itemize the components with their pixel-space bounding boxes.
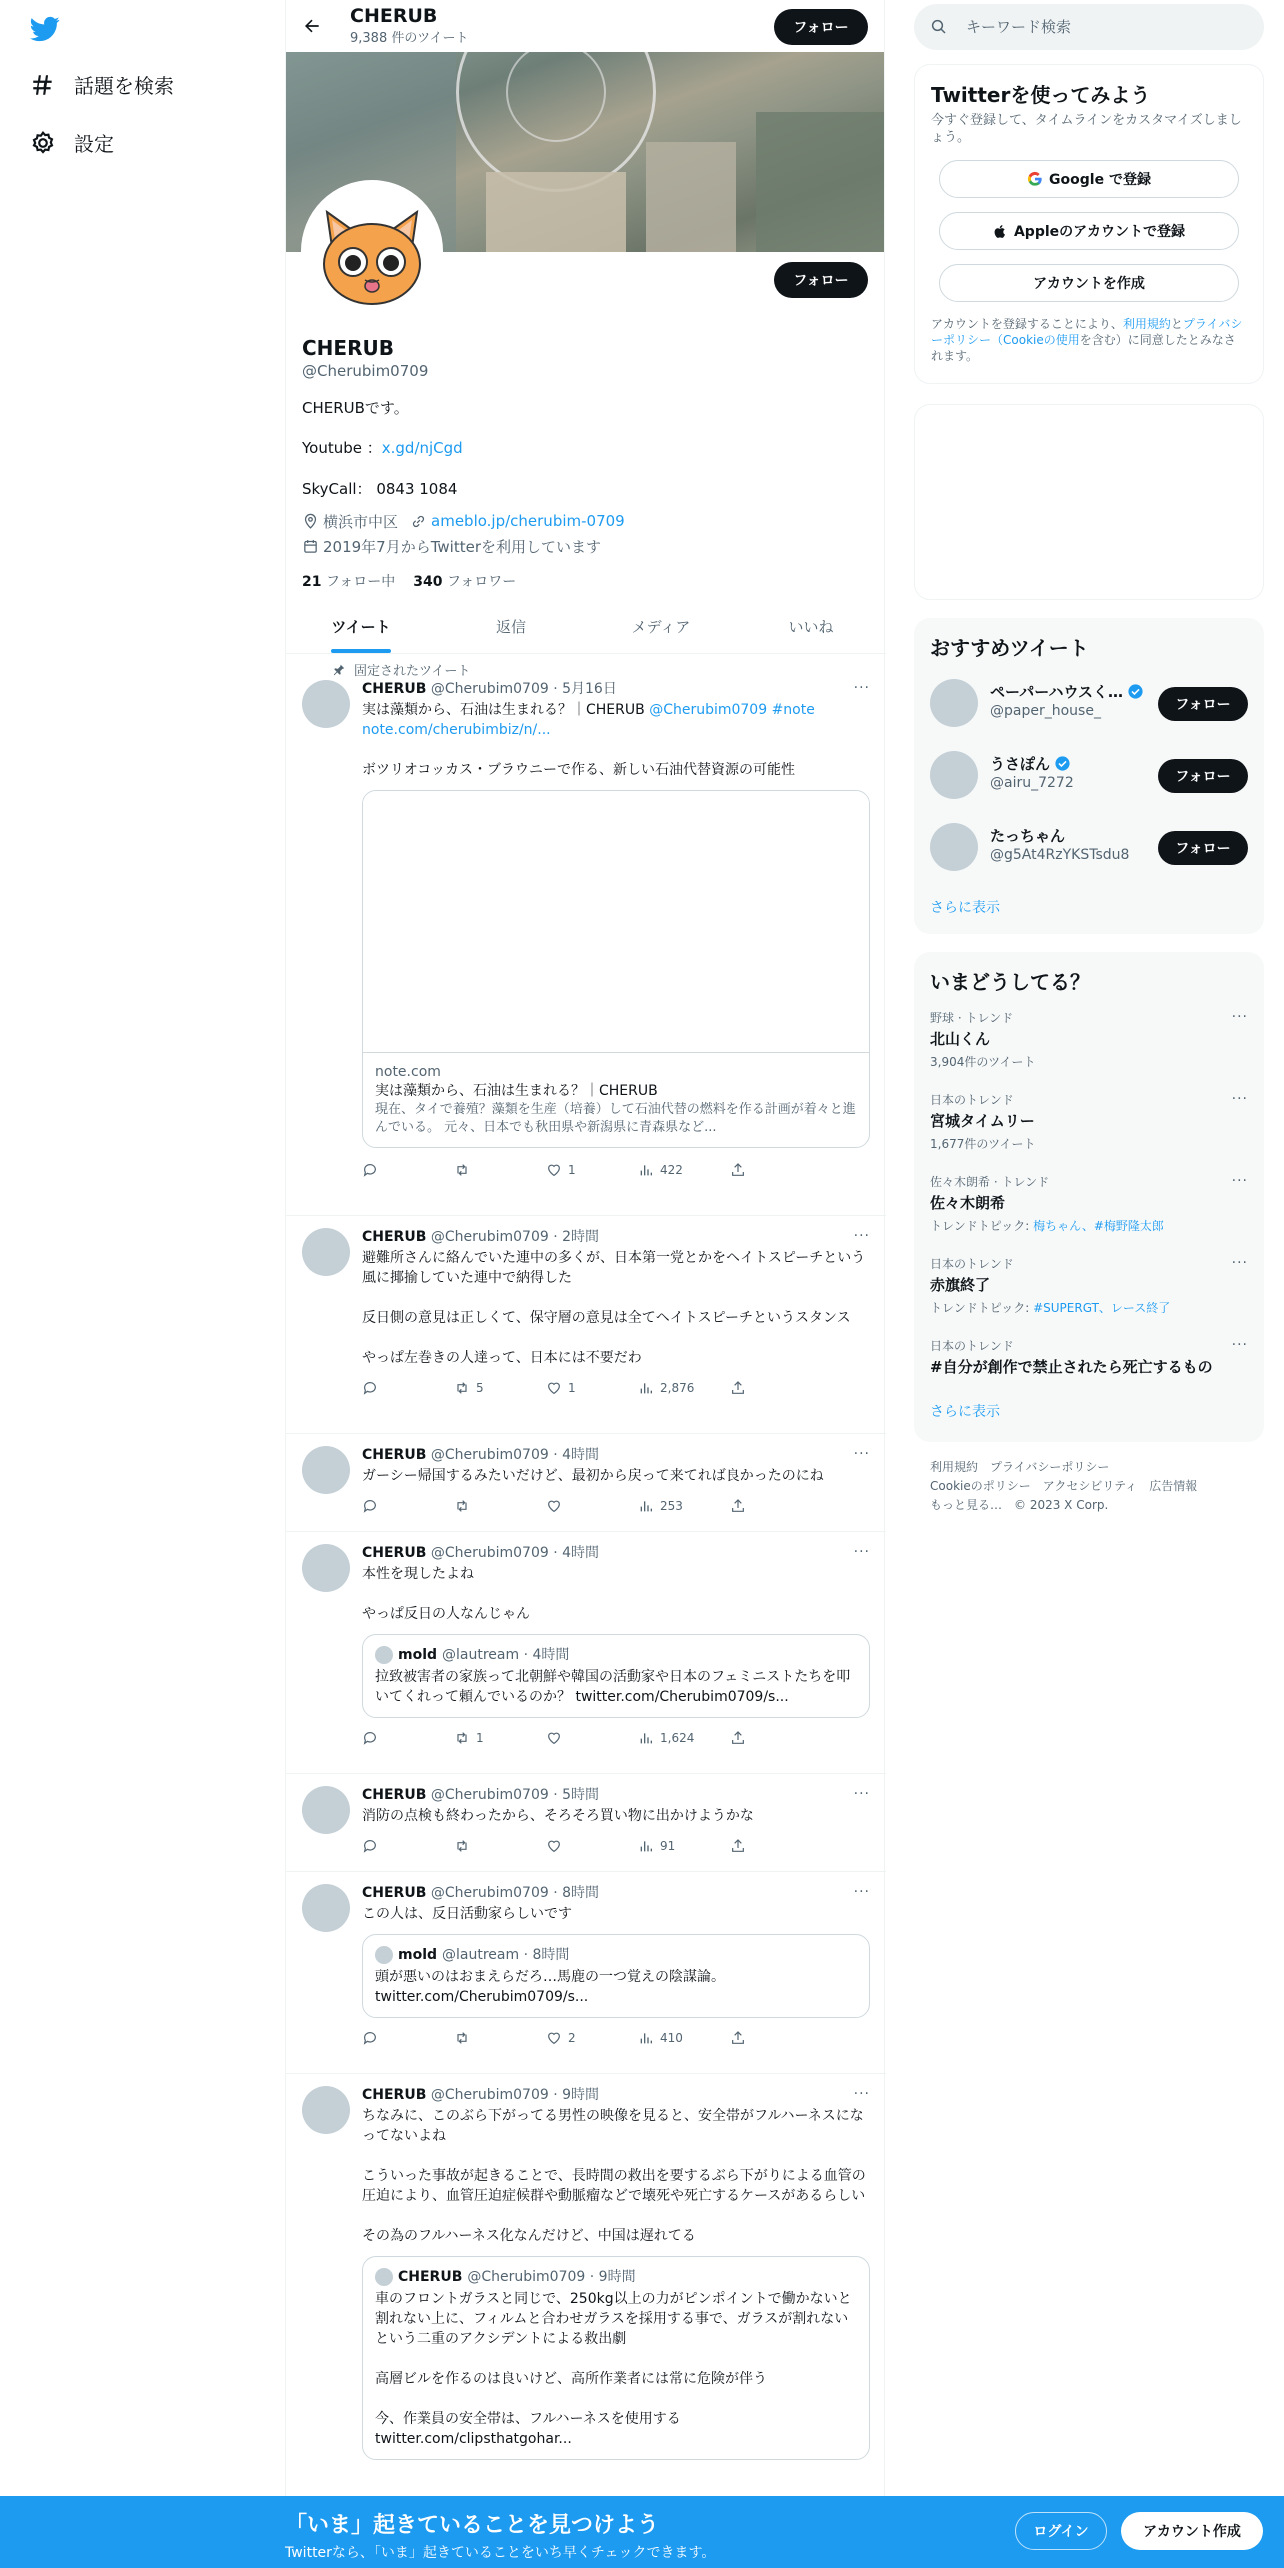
tweet-header: CHERUB @Cherubim0709 · 2時間 xyxy=(362,1229,600,1245)
verified-badge-icon xyxy=(1054,755,1071,772)
link-icon xyxy=(410,513,427,530)
tweet[interactable] xyxy=(286,1216,886,1434)
trends-panel xyxy=(914,952,1264,1442)
bar-chart-icon xyxy=(638,2030,654,2046)
retweet-icon xyxy=(454,1838,470,1854)
card-description: 現在、タイで養殖？藻類を生産（培養）して石油代替の燃料を作る計画が着々と進んでいる。 元々、日本でも秋田県や新潟県に青森県など... xyxy=(375,1102,856,1135)
search-icon xyxy=(930,18,948,36)
profile-meta xyxy=(302,511,870,532)
retweet-button[interactable] xyxy=(454,1162,546,1178)
nav-settings-label: 設定 xyxy=(74,132,114,156)
tweet-avatar[interactable] xyxy=(302,1884,350,1932)
trend-item[interactable]: 佐々木朗希 · トレンド 佐々木朗希 トレンドトピック: 梅ちゃん、#梅野隆太郎 ··· xyxy=(930,1173,1248,1233)
tweet-text: この人は、反日活動家らしいです xyxy=(362,1906,572,1922)
reply-icon xyxy=(362,1380,378,1396)
profile-name: CHERUB xyxy=(302,336,394,360)
footer-more[interactable]: もっと見る… xyxy=(930,1498,1003,1512)
mention-link[interactable]: @Cherubim0709 xyxy=(649,702,768,718)
more-icon[interactable]: ··· xyxy=(1231,1173,1248,1189)
retweet-button[interactable] xyxy=(454,1498,546,1514)
tab-tweets[interactable]: ツイート xyxy=(286,600,436,653)
apple-icon xyxy=(993,224,1008,239)
bar-chart-icon xyxy=(638,1380,654,1396)
avatar xyxy=(930,823,978,871)
tweet-text: 実は藻類から、石油は生まれる？｜CHERUB @Cherubim0709 #note note.com/cherubimbiz/n/... ボツリオコッカス・ブラウニーで作る、新しい石油代替資源の可能性 xyxy=(362,702,815,778)
more-icon[interactable]: ··· xyxy=(853,2086,870,2102)
like-button[interactable]: 1 xyxy=(546,1380,638,1396)
tweet-avatar[interactable] xyxy=(302,1228,350,1276)
gear-icon xyxy=(30,130,56,156)
nav-settings[interactable] xyxy=(30,128,114,157)
footer-accessibility[interactable]: アクセシビリティ xyxy=(1042,1479,1138,1493)
tweet[interactable] xyxy=(286,1434,886,1532)
google-signup-button[interactable]: Google で登録 xyxy=(939,160,1239,198)
reply-icon xyxy=(362,1730,378,1746)
footer-cookie[interactable]: Cookieのポリシー xyxy=(930,1479,1031,1493)
reply-button[interactable] xyxy=(362,1380,454,1396)
show-more-link[interactable]: さらに表示 xyxy=(930,900,1000,916)
heart-icon xyxy=(546,1498,562,1514)
quote-text: 拉致被害者の家族って北朝鮮や韓国の活動家や日本のフェミニストたちを叩いてくれって頼んでいるのか？ twitter.com/Cherubim0709/s... xyxy=(375,1669,851,1705)
tweet-actions xyxy=(362,1496,870,1516)
share-icon xyxy=(730,2030,746,2046)
more-icon[interactable]: ··· xyxy=(853,680,870,696)
more-icon[interactable]: ··· xyxy=(1231,1091,1248,1107)
tweet-header: CHERUB @Cherubim0709 · 8時間 xyxy=(362,1885,600,1901)
tweet-link[interactable]: note.com/cherubimbiz/n/... xyxy=(362,722,551,738)
views-button[interactable]: 2,876 xyxy=(638,1380,730,1396)
bio-skycall: SkyCall： 0843 1084 xyxy=(302,479,458,498)
retweet-button[interactable] xyxy=(454,1838,546,1854)
profile-joined: 2019年7月からTwitterを利用しています xyxy=(302,536,870,557)
profile-stats xyxy=(302,571,870,591)
tweet-header: CHERUB @Cherubim0709 · 5月16日 xyxy=(362,681,617,697)
heart-icon xyxy=(546,1730,562,1746)
profile-website[interactable]: ameblo.jp/cherubim-0709 xyxy=(410,512,625,530)
heart-icon xyxy=(546,1838,562,1854)
twitter-logo-icon[interactable] xyxy=(30,14,60,44)
follow-button[interactable]: フォロー xyxy=(1158,687,1248,721)
share-button[interactable] xyxy=(730,1380,822,1396)
tweet-header: CHERUB @Cherubim0709 · 5時間 xyxy=(362,1787,600,1803)
tweet-header: CHERUB @Cherubim0709 · 9時間 xyxy=(362,2087,600,2103)
follow-button[interactable]: フォロー xyxy=(1158,759,1248,793)
footer-terms[interactable]: 利用規約 xyxy=(930,1460,979,1474)
follow-suggestion[interactable]: ペーパーハウスく… @paper_house_ フォロー xyxy=(914,667,1264,739)
quote-text: 車のフロントガラスと同じで、250kg以上の力がピンポイントで働かないと割れない上に、フィルムと合わせガラスを採用する事で、ガラスが割れないという二重のアクシデントによる救出劇 高層ビルを作るのは良いけど、高所作業者には常に危険が伴う 今、作業員の安全帯は、フルハーネスを使用する twitter.com/clipsthatgohar... xyxy=(375,2291,852,2447)
reply-icon xyxy=(362,2030,378,2046)
bar-chart-icon xyxy=(638,1498,654,1514)
tweet-avatar[interactable] xyxy=(302,1786,350,1834)
follow-suggestion[interactable]: たっちゃん @g5At4RzYKSTsdu8 フォロー xyxy=(914,811,1264,883)
views-button[interactable]: 91 xyxy=(638,1838,730,1854)
nav-explore[interactable] xyxy=(30,70,174,99)
more-icon[interactable]: ··· xyxy=(1231,1009,1248,1025)
like-button[interactable] xyxy=(546,1838,638,1854)
quote-avatar xyxy=(375,2268,393,2286)
tweet-actions xyxy=(362,1160,870,1180)
trend-item[interactable]: 野球 · トレンド 北山くん 3,904件のツイート ··· xyxy=(930,1009,1248,1069)
bar-chart-icon xyxy=(638,1730,654,1746)
trend-item[interactable]: 日本のトレンド 宮城タイムリー 1,677件のツイート ··· xyxy=(930,1091,1248,1151)
signup-subtitle: 今すぐ登録して、タイムラインをカスタマイズしましょう。 xyxy=(931,113,1242,145)
footer-links xyxy=(930,1458,1250,1515)
card-title: 実は藻類から、石油は生まれる？｜CHERUB xyxy=(375,1083,658,1099)
tweet-avatar[interactable] xyxy=(302,680,350,728)
main-column xyxy=(285,0,885,2568)
verified-badge-icon xyxy=(1127,683,1144,700)
share-button[interactable] xyxy=(730,1730,822,1746)
share-button[interactable] xyxy=(730,1162,822,1178)
reply-icon xyxy=(362,1498,378,1514)
retweet-icon xyxy=(454,1498,470,1514)
tweet-avatar[interactable] xyxy=(302,1446,350,1494)
retweet-button[interactable]: 1 xyxy=(454,1730,546,1746)
hashtag-icon xyxy=(30,72,56,98)
views-button[interactable]: 253 xyxy=(638,1498,730,1514)
tweet-text: ちなみに、このぶら下がってる男性の映像を見ると、安全帯がフルハーネスになってないよね こういった事故が起きることで、長時間の救出を要するぶら下がりによる血管の圧迫により、血管圧迫症候群や動脈瘤などで壊死や死亡するケースがあるらしい その為のフルハーネス化なんだけど、中国は遅れてる xyxy=(362,2108,866,2244)
footer-copyright: © 2023 X Corp. xyxy=(1014,1498,1109,1512)
tweet[interactable] xyxy=(286,1872,886,2074)
header-tweet-count: 9,388 件のツイート xyxy=(350,31,469,47)
views-button[interactable]: 422 xyxy=(638,1162,730,1178)
tweet-avatar[interactable] xyxy=(302,1544,350,1592)
calendar-icon xyxy=(302,538,319,555)
apple-signup-button[interactable]: Appleのアカウントで登録 xyxy=(939,212,1239,250)
google-icon xyxy=(1027,171,1043,187)
heart-icon xyxy=(546,1162,562,1178)
tweet-header: CHERUB @Cherubim0709 · 4時間 xyxy=(362,1447,600,1463)
avatar xyxy=(930,679,978,727)
retweet-icon xyxy=(454,1162,470,1178)
location-pin-icon xyxy=(302,513,319,530)
link-card[interactable] xyxy=(362,790,870,1148)
avatar xyxy=(930,751,978,799)
following-link[interactable]: 21 フォロー中 xyxy=(302,573,396,590)
bottom-bar-title: 「いま」起きていることを見つけよう xyxy=(285,2513,660,2538)
header-title: CHERUB xyxy=(350,4,438,27)
more-icon[interactable]: ··· xyxy=(853,1544,870,1560)
bottom-bar-subtitle: Twitterなら、「いま」起きていることをいち早くチェックできます。 xyxy=(285,2545,716,2561)
search-box[interactable] xyxy=(914,4,1264,50)
quote-tweet[interactable]: CHERUB @Cherubim0709 · 9時間 車のフロントガラスと同じで、250kg以上の力がピンポイントで働かないと割れない上に、フィルムと合わせガラスを採用する事で、ガラスが割れないという二重のアクシデントによる救出劇 高層ビルを作るのは良いけど、高所作業者には常に危険が伴う 今、作業員の安全帯は、フルハーネスを使用する twitter.com/clipsthatgohar... xyxy=(362,2256,870,2460)
more-icon[interactable]: ··· xyxy=(853,1228,870,1244)
who-to-follow-panel xyxy=(914,618,1264,934)
reply-icon xyxy=(362,1162,378,1178)
signup-title: Twitterを使ってみよう xyxy=(931,83,1151,107)
profile-follow-button[interactable]: フォロー xyxy=(774,262,868,298)
quote-tweet[interactable]: mold @lautream · 4時間 拉致被害者の家族って北朝鮮や韓国の活動家や日本のフェミニストたちを叩いてくれって頼んでいるのか？ twitter.com/Cherubim0709/s... xyxy=(362,1634,870,1718)
profile-header xyxy=(286,0,884,52)
tweet[interactable] xyxy=(286,1774,886,1872)
profile-bio xyxy=(302,398,870,499)
views-button[interactable]: 410 xyxy=(638,2030,730,2046)
tweet[interactable] xyxy=(286,1532,886,1774)
youtube-link[interactable]: x.gd/njCgd xyxy=(381,439,463,458)
quote-tweet[interactable]: mold @lautream · 8時間 頭が悪いのはおまえらだろ…馬鹿の一つ覚えの陰謀論。 twitter.com/Cherubim0709/s... xyxy=(362,1934,870,2018)
bar-chart-icon xyxy=(638,1838,654,1854)
more-icon[interactable]: ··· xyxy=(853,1446,870,1462)
show-more-link[interactable]: さらに表示 xyxy=(930,1404,1000,1420)
profile-tabs xyxy=(286,600,886,654)
like-button[interactable]: 1 xyxy=(546,1162,638,1178)
reply-button[interactable] xyxy=(362,1730,454,1746)
profile-location: 横浜市中区 xyxy=(302,511,398,532)
follow-button[interactable]: フォロー xyxy=(1158,831,1248,865)
tweet[interactable] xyxy=(286,2074,886,2496)
tweet-actions xyxy=(362,1378,870,1398)
create-account-button[interactable]: アカウントを作成 xyxy=(939,264,1239,302)
footer-privacy[interactable]: プライバシーポリシー xyxy=(990,1460,1110,1474)
footer-ads[interactable]: 広告情報 xyxy=(1149,1479,1198,1493)
card-domain: note.com xyxy=(375,1064,441,1080)
empty-panel xyxy=(914,404,1264,600)
bottom-signup-bar xyxy=(0,2496,1284,2568)
retweet-button[interactable] xyxy=(454,2030,546,2046)
search-input[interactable] xyxy=(966,18,1226,36)
retweet-icon xyxy=(454,2030,470,2046)
like-button[interactable]: 2 xyxy=(546,2030,638,2046)
reply-button[interactable] xyxy=(362,1838,454,1854)
tweet-text: ガーシー帰国するみたいだけど、最初から戻って来てれば良かったのにね xyxy=(362,1468,824,1484)
reply-button[interactable] xyxy=(362,1162,454,1178)
header-follow-button[interactable]: フォロー xyxy=(774,9,868,45)
trend-item[interactable]: 日本のトレンド 赤旗終了 トレンドトピック: #SUPERGT、レース終了 ··· xyxy=(930,1255,1248,1315)
privacy-link[interactable]: プライバシーポリシー xyxy=(931,317,1243,347)
heart-icon xyxy=(546,1380,562,1396)
quote-avatar xyxy=(375,1946,393,1964)
share-button[interactable] xyxy=(730,1838,822,1854)
reply-icon xyxy=(362,1838,378,1854)
left-sidebar xyxy=(0,0,285,2568)
views-button[interactable]: 1,624 xyxy=(638,1730,730,1746)
tweet[interactable] xyxy=(286,654,886,1216)
reply-button[interactable] xyxy=(362,1498,454,1514)
share-icon xyxy=(730,1162,746,1178)
hashtag-link[interactable]: #note xyxy=(771,702,815,718)
nav-explore-label: 話題を検索 xyxy=(74,74,174,98)
tweet-text: 消防の点検も終わったから、そろそろ買い物に出かけようかな xyxy=(362,1808,754,1824)
retweet-icon xyxy=(454,1730,470,1746)
bar-chart-icon xyxy=(638,1162,654,1178)
who-to-follow-title: おすすめツイート xyxy=(930,636,1089,660)
pin-icon xyxy=(332,663,346,677)
bio-youtube: Youtube ：x.gd/njCgd xyxy=(302,439,463,458)
share-icon xyxy=(730,1838,746,1854)
more-icon[interactable]: ··· xyxy=(1231,1337,1248,1353)
signup-panel xyxy=(914,64,1264,384)
tab-media[interactable]: メディア xyxy=(631,618,691,636)
retweet-icon xyxy=(454,1380,470,1396)
cookie-link[interactable]: （Cookieの使用 xyxy=(991,333,1080,347)
followers-link[interactable]: 340 フォロワー xyxy=(413,573,517,590)
share-icon xyxy=(730,1730,746,1746)
tweet-actions xyxy=(362,1836,870,1856)
bio-line: CHERUBです。 xyxy=(302,399,409,417)
share-button[interactable] xyxy=(730,2030,822,2046)
tweet-actions xyxy=(362,1728,870,1748)
terms-link[interactable]: 利用規約 xyxy=(1122,317,1171,331)
login-button[interactable]: ログイン xyxy=(1015,2512,1107,2550)
card-image xyxy=(363,791,869,1053)
tweet-text: 避難所さんに絡んでいた連中の多くが、日本第一党とかをヘイトスピーチという風に揶揄していた連中で納得した 反日側の意見は正しくて、保守層の意見は全てヘイトスピーチというスタンス やっぱ左巻きの人達って、日本には不要だわ xyxy=(362,1250,866,1366)
like-button[interactable] xyxy=(546,1498,638,1514)
trend-item[interactable]: 日本のトレンド #自分が創作で禁止されたら死亡するもの ··· xyxy=(930,1337,1248,1376)
profile-avatar[interactable] xyxy=(301,180,443,322)
quote-avatar xyxy=(375,1646,393,1664)
follow-suggestion[interactable]: うさぽん @airu_7272 フォロー xyxy=(914,739,1264,811)
tweet-avatar[interactable] xyxy=(302,2086,350,2134)
back-arrow-icon[interactable] xyxy=(302,16,322,36)
signup-button[interactable]: アカウント作成 xyxy=(1121,2512,1263,2550)
tab-replies[interactable]: 返信 xyxy=(495,618,526,636)
share-icon xyxy=(730,1498,746,1514)
pinned-label: 固定されたツイート xyxy=(332,660,470,679)
profile-info xyxy=(302,336,870,591)
trends-title: いまどうしてる？ xyxy=(930,970,1090,994)
share-icon xyxy=(730,1380,746,1396)
share-button[interactable] xyxy=(730,1498,822,1514)
profile-handle: @Cherubim0709 xyxy=(302,362,429,380)
tweet-text: 本性を現したよね やっぱ反日の人なんじゃん xyxy=(362,1566,530,1622)
tweet-header: CHERUB @Cherubim0709 · 4時間 xyxy=(362,1545,600,1561)
retweet-button[interactable]: 5 xyxy=(454,1380,546,1396)
like-button[interactable] xyxy=(546,1730,638,1746)
quote-text: 頭が悪いのはおまえらだろ…馬鹿の一つ覚えの陰謀論。 twitter.com/Cherubim0709/s... xyxy=(375,1969,725,2005)
tab-likes[interactable]: いいね xyxy=(788,618,834,636)
signup-legal: アカウントを登録することにより、利用規約とプライバシーポリシー（Cookieの使用を含む）に同意したとみなされます。 xyxy=(931,317,1243,363)
more-icon[interactable]: ··· xyxy=(853,1884,870,1900)
tweet-actions xyxy=(362,2028,870,2048)
reply-button[interactable] xyxy=(362,2030,454,2046)
more-icon[interactable]: ··· xyxy=(853,1786,870,1802)
heart-icon xyxy=(546,2030,562,2046)
more-icon[interactable]: ··· xyxy=(1231,1255,1248,1271)
